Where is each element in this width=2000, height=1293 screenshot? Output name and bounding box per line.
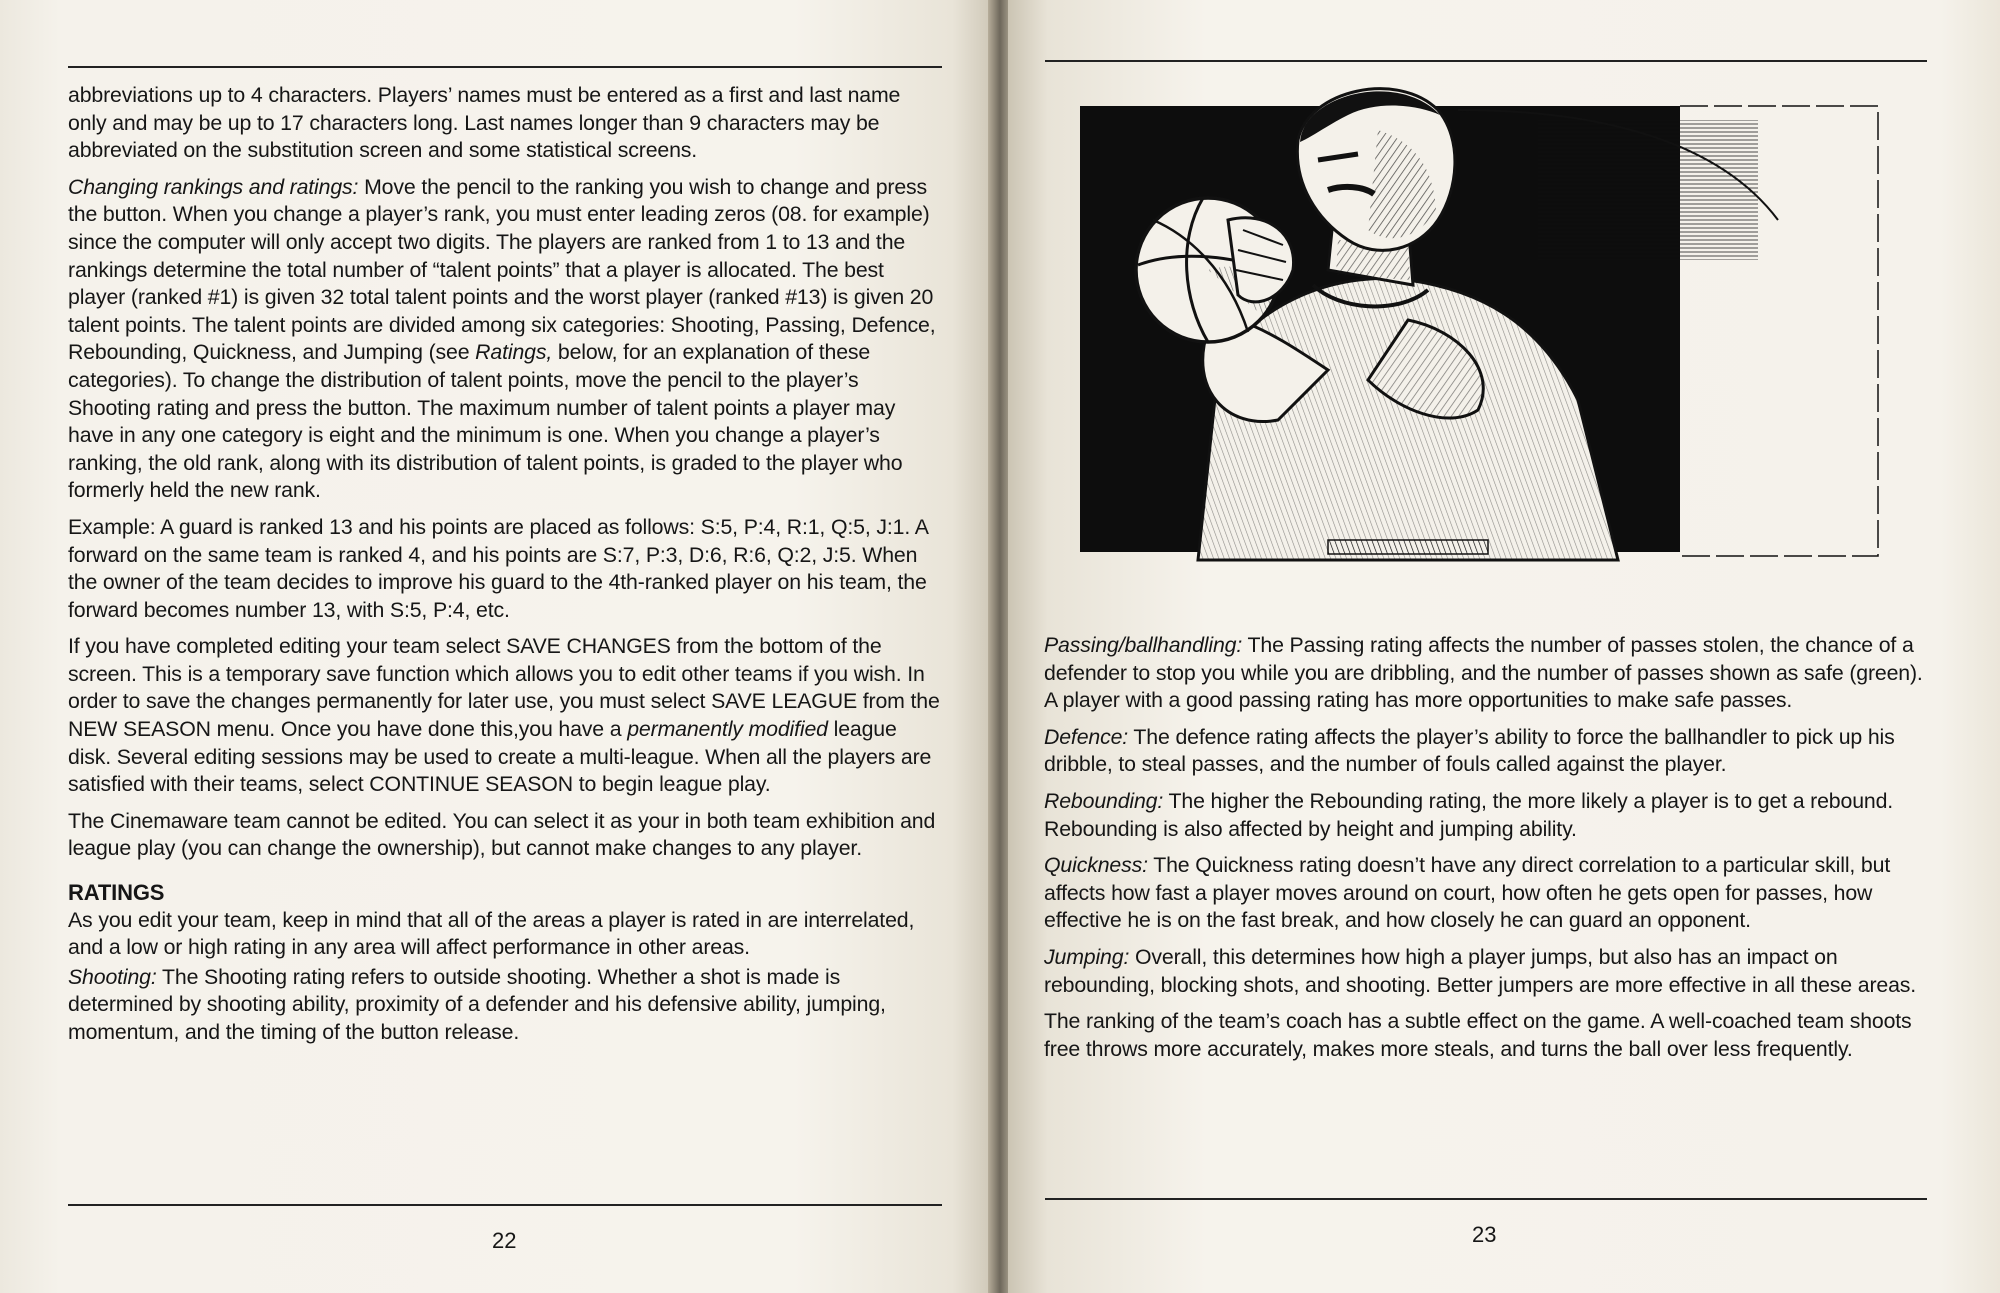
ratings-intro: As you edit your team, keep in mind that all of the areas a player is rated in are interrelated, and a low or high rating in any area will affect performance in other areas. xyxy=(68,907,915,960)
cinemaware-paragraph: The Cinemaware team cannot be edited. You can select it as your in both team exhibition and league play (you can change the ownership), but cannot make changes to any player. xyxy=(68,808,936,861)
page-number: 23 xyxy=(1472,1222,1497,1247)
shooting-paragraph: Shooting: The Shooting rating refers to outside shooting. Whether a shot is made is determined by shooting ability, proximity of a defender and his defensive ability, jumping, momentum, and the timing of the button release. xyxy=(68,964,886,1044)
rebounding-lead: Rebounding: xyxy=(1044,788,1164,813)
names-paragraph: abbreviations up to 4 characters. Players’ names must be entered as a first and last name only and may be up to 17 characters long. Last names longer than 9 characters may be abbreviated on the substitution screen and some statistical screens. xyxy=(68,83,901,163)
page-number: 22 xyxy=(492,1228,517,1253)
passing-lead: Passing/ballhandling: xyxy=(1044,633,1243,657)
bottom-rule xyxy=(68,1204,942,1206)
right-page-body xyxy=(1044,632,1930,1072)
jumping-lead: Jumping: xyxy=(1044,944,1130,969)
jumping-paragraph: Jumping: Overall, this determines how high a player jumps, but also has an impact on rebounding, blocking shots, and shooting. Better jumpers are more effective in all these areas. xyxy=(1044,944,1917,997)
bottom-rule xyxy=(1045,1198,1927,1200)
ratings-reference: Ratings, xyxy=(475,340,553,365)
shooting-lead: Shooting: xyxy=(68,964,157,989)
rankings-lead: Changing rankings and ratings: xyxy=(68,174,359,199)
quickness-paragraph: Quickness: The Quickness rating doesn’t have any direct correlation to a particular skill, but affects how fast a player moves around on court, how often he gets open for passes, how effective he is on the fast break, and how closely he can guard an opponent. xyxy=(1044,853,1891,933)
page-22 xyxy=(0,0,992,1293)
top-rule xyxy=(68,66,942,68)
rankings-paragraph: Changing rankings and ratings: Move the pencil to the ranking you wish to change and press the button. When you change a player’s rank, you must enter leading zeros (08. for example) since the computer will only accept two digits. The players are ranked from 1 to 13 and the rankings determine the total number of “talent points” that a player is allocated. The best player (ranked #1) is given 32 total talent points and the worst player (ranked #13) is given 20 talent points. The talent points are divided among six categories: Shooting, Passing, Defence, Rebounding, Quickness, and Jumping (see Ratings, below, for an explanation of these categories). To change the distribution of talent points, move the pencil to the player’s Shooting rating and press the button. The maximum number of talent points a player may have in any one category is eight and the minimum is one. When you change a player’s ranking, the old rank, along with its distribution of talent points, is graded to the player who formerly held the new rank. xyxy=(68,174,936,503)
defence-lead: Defence: xyxy=(1044,724,1129,749)
example-paragraph: Example: A guard is ranked 13 and his points are placed as follows: S:5, P:4, R:1, Q:5, J:1. A forward on the same team is ranked 4, and his points are S:7, P:3, D:6, R:6, Q:2, J:5. When the owner of the team decides to improve his guard to the 4th-ranked player on his team, the forward becomes number 13, with S:5, P:4, etc. xyxy=(68,514,928,622)
ratings-heading: RATINGS xyxy=(68,880,165,906)
basketball-player-illustration xyxy=(1078,70,1898,630)
passing-paragraph: Passing/ballhandling: The Passing rating affects the number of passes stolen, the chance of a defender to stop you while you are dribbling, and the number of passes shown as safe (green). A player with a good passing rating has more opportunities to make safe passes. xyxy=(1044,633,1923,713)
top-rule xyxy=(1045,60,1927,62)
quickness-lead: Quickness: xyxy=(1044,853,1148,878)
page-23 xyxy=(1008,0,2000,1293)
coach-paragraph: The ranking of the team’s coach has a subtle effect on the game. A well-coached team shoots free throws more accurately, makes more steals, and turns the ball over less frequently. xyxy=(1044,1009,1912,1061)
defence-paragraph: Defence: The defence rating affects the player’s ability to force the ballhandler to pick up his dribble, to steal passes, and the number of fouls called against the player. xyxy=(1044,724,1895,777)
save-paragraph: If you have completed editing your team select SAVE CHANGES from the bottom of the screen. This is a temporary save function which allows you to edit other teams if you wish. In order to save the changes permanently for later use, you must select SAVE LEAGUE from the NEW SEASON menu. Once you have done this,you have a permanently modified league disk. Several editing sessions may be used to create a multi-league. When all the players are satisfied with their teams, select CONTINUE SEASON to begin league play. xyxy=(68,634,940,797)
left-page-body xyxy=(68,82,942,1056)
rebounding-paragraph: Rebounding: The higher the Rebounding rating, the more likely a player is to get a rebound. Rebounding is also affected by height and jumping ability. xyxy=(1044,788,1894,841)
